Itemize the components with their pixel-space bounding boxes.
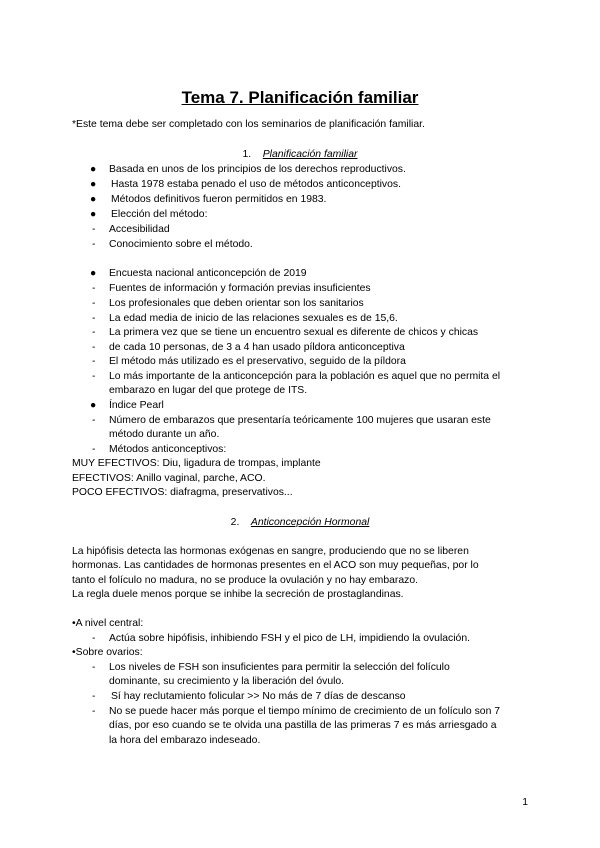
list-item: Métodos anticonceptivos:	[109, 444, 227, 455]
page-number: 1	[522, 797, 528, 808]
dash-marker: -	[92, 298, 96, 309]
list-item-continuation: método durante un año.	[109, 429, 220, 440]
list-item-continuation: embarazo en lugar del que protege de ITS.	[109, 385, 308, 396]
paragraph-line: tanto el folículo no madura, no se produce la ovulación y no hay embarazo.	[72, 575, 418, 586]
effectiveness-line: MUY EFECTIVOS: Diu, ligadura de trompas, implante	[72, 458, 321, 469]
dash-marker: -	[92, 313, 96, 324]
dash-marker: -	[92, 283, 96, 294]
paragraph-line: La regla duele menos porque se inhibe la secreción de prostaglandinas.	[72, 589, 404, 600]
list-item-continuation: la hora del embarazo indeseado.	[109, 735, 261, 746]
list-item: Basada en unos de los principios de los derechos reproductivos.	[109, 164, 406, 175]
list-item: La primera vez que se tiene un encuentro sexual es diferente de chicos y chicas	[109, 327, 479, 338]
paragraph-line: La hipófisis detecta las hormonas exógenas en sangre, produciendo que no se liberen	[72, 546, 469, 557]
list-item: La edad media de inicio de las relaciones sexuales es de 15,6.	[109, 313, 398, 324]
subheading: •A nivel central:	[72, 618, 144, 629]
list-item: No se puede hacer más porque el tiempo mínimo de crecimiento de un folículo son 7	[109, 706, 501, 717]
list-item: Lo más importante de la anticoncepción para la población es aquel que no permita el	[109, 371, 501, 382]
dash-marker: -	[92, 706, 96, 717]
list-item: Encuesta nacional anticoncepción de 2019	[109, 268, 307, 279]
subheading: •Sobre ovarios:	[72, 647, 143, 658]
effectiveness-line: EFECTIVOS: Anillo vaginal, parche, ACO.	[72, 473, 266, 484]
paragraph-line: hormonas. Las cantidades de hormonas presentes en el ACO son muy pequeñas, por lo	[72, 560, 479, 571]
note: *Este tema debe ser completado con los seminarios de planificación familiar.	[72, 119, 425, 130]
dash-marker: -	[92, 239, 96, 250]
list-item: de cada 10 personas, de 3 a 4 han usado píldora anticonceptiva	[109, 342, 405, 353]
section-2-number: 2.	[230, 517, 240, 528]
list-item-continuation: días, por eso cuando se te olvida una pastilla de las primeras 7 es más arriesgado a	[109, 720, 497, 731]
dash-marker: -	[92, 327, 96, 338]
list-item: Actúa sobre hipófisis, inhibiendo FSH y el pico de LH, impidiendo la ovulación.	[109, 633, 470, 644]
list-item: Hasta 1978 estaba penado el uso de métodos anticonceptivos.	[111, 179, 401, 190]
list-item: Conocimiento sobre el método.	[109, 239, 253, 250]
dash-marker: -	[92, 633, 96, 644]
dash-marker: -	[92, 444, 96, 455]
dash-marker: -	[92, 342, 96, 353]
section-2-heading	[0, 516, 600, 529]
list-item: Métodos definitivos fueron permitidos en 1983.	[111, 194, 327, 205]
list-item: Los profesionales que deben orientar son los sanitarios	[109, 298, 364, 309]
section-1-number: 1.	[242, 149, 252, 160]
list-item: Fuentes de información y formación previas insuficientes	[109, 283, 371, 294]
dash-marker: -	[92, 356, 96, 367]
list-item: Índice Pearl	[109, 400, 164, 411]
document-title: Tema 7. Planificación familiar	[181, 88, 419, 107]
bullet-marker: ●	[90, 268, 97, 279]
list-item: Elección del método:	[111, 209, 208, 220]
section-1-heading	[0, 148, 600, 161]
list-item: Los niveles de FSH son insuficientes para permitir la selección del folículo	[109, 662, 450, 673]
dash-marker: -	[92, 371, 96, 382]
list-item: Accesibilidad	[109, 224, 170, 235]
dash-marker: -	[92, 662, 96, 673]
list-item: Número de embarazos que presentaría teóricamente 100 mujeres que usaran este	[109, 415, 491, 426]
list-item: Sí hay reclutamiento folicular >> No más de 7 días de descanso	[111, 691, 406, 702]
bullet-marker: ●	[90, 194, 97, 205]
bullet-marker: ●	[90, 400, 97, 411]
effectiveness-line: POCO EFECTIVOS: diafragma, preservativos...	[72, 487, 293, 498]
dash-marker: -	[92, 224, 96, 235]
list-item: El método más utilizado es el preservativo, seguido de la píldora	[109, 356, 406, 367]
bullet-marker: ●	[90, 179, 97, 190]
section-2-title: Anticoncepción Hormonal	[250, 517, 370, 528]
list-item-continuation: dominante, su crecimiento y la liberación del óvulo.	[109, 676, 345, 687]
section-1-title: Planificación familiar	[262, 149, 358, 160]
dash-marker: -	[92, 415, 96, 426]
dash-marker: -	[92, 691, 96, 702]
bullet-marker: ●	[90, 209, 97, 220]
bullet-marker: ●	[90, 164, 97, 175]
